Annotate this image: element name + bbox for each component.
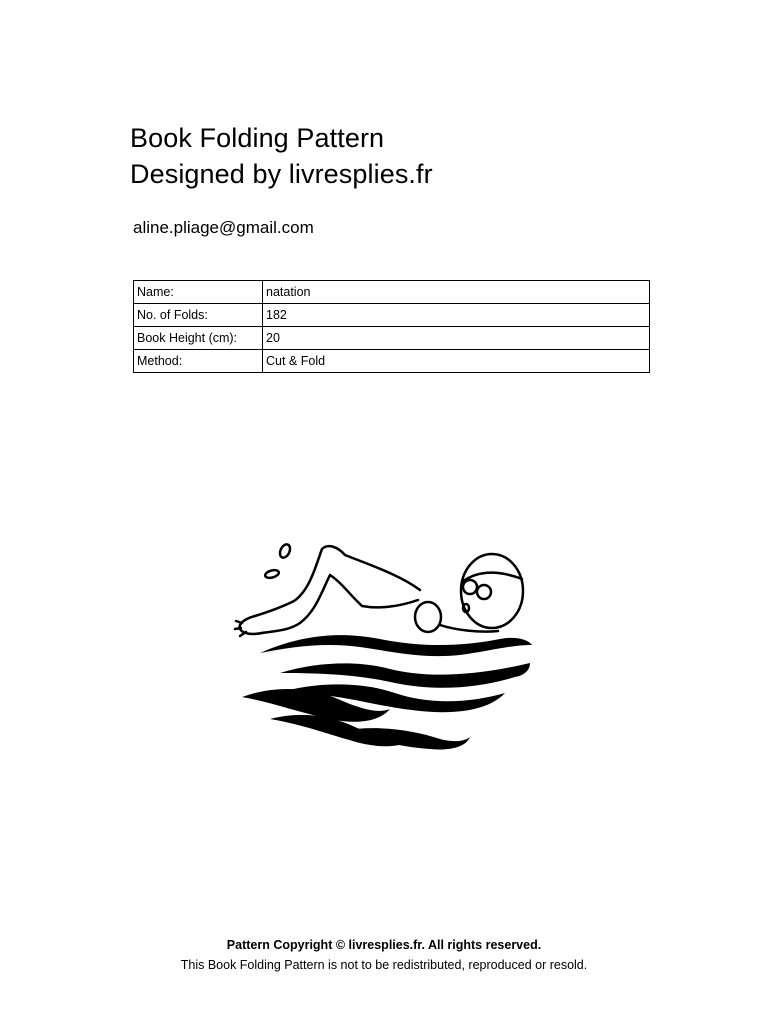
- title-line-2: Designed by livresplies.fr: [130, 159, 433, 189]
- detail-label: No. of Folds:: [134, 304, 263, 327]
- pattern-details-table: [133, 280, 650, 373]
- table-row: [134, 304, 650, 327]
- table-row: [134, 350, 650, 373]
- title-line-1: Book Folding Pattern: [130, 123, 385, 153]
- detail-label: Name:: [134, 281, 263, 304]
- detail-label: Method:: [134, 350, 263, 373]
- water-waves-icon: [242, 635, 532, 749]
- detail-value: 20: [263, 327, 650, 350]
- detail-label: Book Height (cm):: [134, 327, 263, 350]
- detail-value: natation: [263, 281, 650, 304]
- table-row: [134, 327, 650, 350]
- redistribution-notice: This Book Folding Pattern is not to be redistributed, reproduced or resold.: [180, 958, 588, 972]
- detail-value: Cut & Fold: [263, 350, 650, 373]
- swimmer-icon: [230, 535, 540, 750]
- detail-value: 182: [263, 304, 650, 327]
- droplet-icon: [264, 543, 292, 579]
- copyright-notice: Pattern Copyright © livresplies.fr. All rights reserved.: [226, 938, 542, 952]
- contact-email: aline.pliage@gmail.com: [133, 218, 314, 237]
- swimmer-figure: [235, 546, 523, 636]
- table-row: [134, 281, 650, 304]
- page-title: [130, 120, 433, 192]
